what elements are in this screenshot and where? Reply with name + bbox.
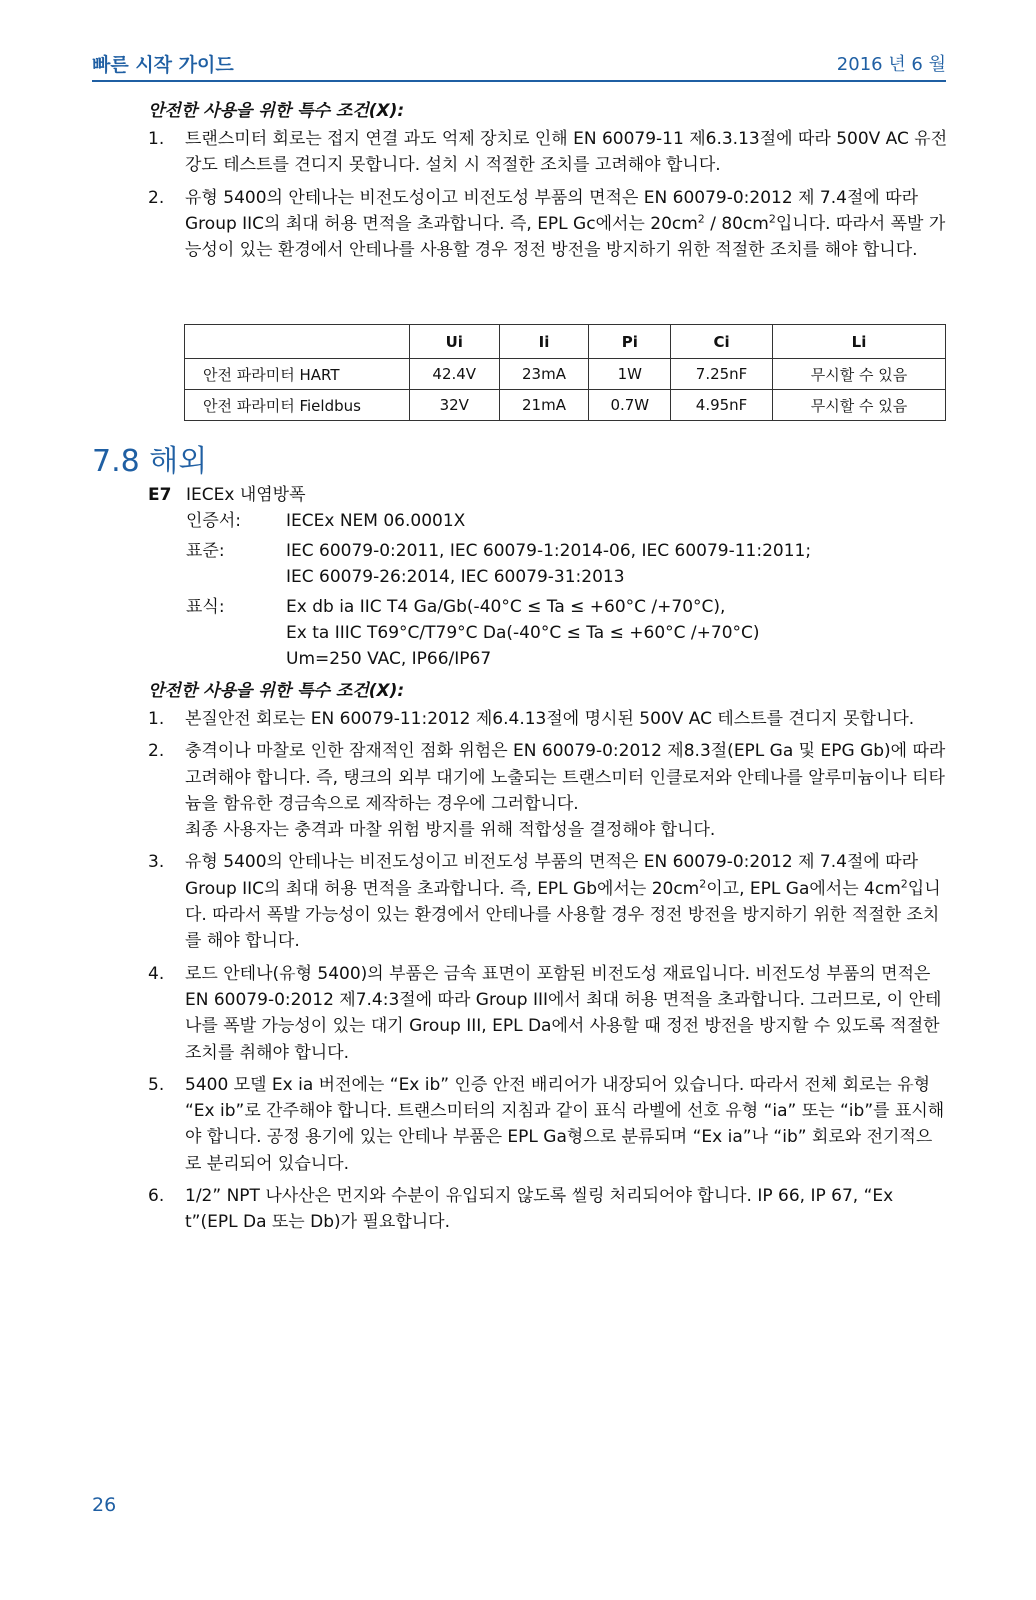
special-conditions-2 — [148, 678, 948, 1242]
table-header-cell: Pi — [589, 325, 671, 359]
table-header-row — [185, 325, 946, 359]
header-date: 2016 년 6 월 — [836, 54, 946, 75]
table-cell: 안전 파라미터 Fieldbus — [185, 390, 410, 421]
table-cell: 0.7W — [589, 390, 671, 421]
table-cell: 1W — [589, 359, 671, 390]
table-cell: 7.25nF — [671, 359, 773, 390]
certification-details — [186, 508, 811, 676]
table-header-cell: Ii — [499, 325, 589, 359]
table-header-cell: Li — [773, 325, 946, 359]
header-guide-title: 빠른 시작 가이드 — [92, 54, 234, 76]
table-cell: 23mA — [499, 359, 589, 390]
safety-parameter-table — [184, 324, 946, 421]
table-cell: 무시할 수 있음 — [773, 359, 946, 390]
list-item: 3. 유형 5400의 안테나는 비전도성이고 비전도성 부품의 면적은 EN 60079-0:2012 제 7.4절에 따라 Group IIC의 최대 허용 면적을 초과합니다. 즉, EPL Gb에서는 $20cm^2$이고, EPL Ga에서는 $4cm^2$입니다. 따라서 폭발 가능성이 있는 환경에서 안테나를 사용할 경우 정전 방전을 방지하기 위한 적절한 조치를 해야 합니다. — [148, 852, 941, 952]
list-item: 2. 충격이나 마찰로 인한 잠재적인 점화 위험은 EN 60079-0:2012 제8.3절(EPL Ga 및 EPG Gb)에 따라 고려해야 합니다. 즉, 탱크의 외부 대기에 노출되는 트랜스미터 인클로저와 안테나를 알루미늄이나 티타늄을 함유한 경금속으로 제작하는 경우에 그러합니다. 최종 사용자는 충격과 마찰 위험 방지를 위해 적합성을 결정해야 합니다. — [148, 741, 946, 841]
list-item: 1. 본질안전 회로는 EN 60079-11:2012 제6.4.13절에 명시된 500V AC 테스트를 견디지 못합니다. — [148, 709, 915, 729]
table-cell: 4.95nF — [671, 390, 773, 421]
list-item: 1. 트랜스미터 회로는 접지 연결 과도 억제 장치로 인해 EN 60079-11 제6.3.13절에 따라 500V AC 유전 강도 테스트를 견디지 못합니다. 설치 시 적절한 조치를 고려해야 합니다. — [148, 129, 948, 176]
list-item: 4. 로드 안테나(유형 5400)의 부품은 금속 표면이 포함된 비전도성 재료입니다. 비전도성 부품의 면적은 EN 60079-0:2012 제7.4:3절에 따라 Group III에서 최대 허용 면적을 초과합니다. 그러므로, 이 안테나를 폭발 가능성이 있는 대기 Group III, EPL Da에서 사용할 때 정전 방전을 방지할 수 있도록 적절한 조치를 취해야 합니다. — [148, 963, 942, 1063]
table-cell: 무시할 수 있음 — [773, 390, 946, 421]
table-header-cell: Ui — [410, 325, 500, 359]
table-cell: 안전 파라미터 HART — [185, 359, 410, 390]
page-header — [92, 46, 946, 82]
certificate-row: 인증서: IECEx NEM 06.0001X — [186, 511, 466, 531]
section-title: 7.8 해외 — [92, 444, 208, 479]
markings-row: 표식: Ex db ia IIC T4 Ga/Gb(-40°C ≤ Ta ≤ +60°C /+70°C), Ex ta IIIC T69°C/T79°C Da(-40°C ≤ Ta ≤ +60°C /+70°C) Um=250 VAC, IP66/IP67 — [186, 597, 760, 669]
standards-row: 표준: IEC 60079-0:2011, IEC 60079-1:2014-06, IEC 60079-11:2011; IEC 60079-26:2014, IEC 60079-31:2013 — [186, 541, 812, 587]
table-cell: 32V — [410, 390, 500, 421]
list-item: 5. 5400 모델 Ex ia 버전에는 “Ex ib” 인증 안전 배리어가 내장되어 있습니다. 따라서 전체 회로는 유형 “Ex ib”로 간주해야 합니다. 트랜스미터의 지침과 같이 표식 라벨에 선호 유형 “ia” 또는 “ib”를 표시해야 합니다. 공정 용기에 있는 안테나 부품은 EPL Ga형으로 분류되며 “Ex ia”나 “ib” 회로와 전기적으로 분리되어 있습니다. — [148, 1074, 945, 1174]
table-header-cell — [185, 325, 410, 359]
table-header-cell: Ci — [671, 325, 773, 359]
special-conditions-1 — [148, 98, 948, 269]
page-number: 26 — [92, 1494, 117, 1516]
certification-code: E7 — [148, 485, 172, 505]
list-item: 6. 1/2” NPT 나사산은 먼지와 수분이 유입되지 않도록 씰링 처리되어야 합니다. IP 66, IP 67, “Ex t”(EPL Da 또는 Db)가 필요합니다. — [148, 1186, 894, 1233]
certification-title: IECEx 내염방폭 — [186, 485, 306, 505]
list-item: 2. 유형 5400의 안테나는 비전도성이고 비전도성 부품의 면적은 EN 60079-0:2012 제 7.4절에 따라 Group IIC의 최대 허용 면적을 초과합니다. 즉, EPL Gc에서는 $20cm^2 / 80cm^2$입니다. 따라서 폭발 가능성이 있는 환경에서 안테나를 사용할 경우 정전 방전을 방지하기 위한 적절한 조치를 해야 합니다. — [148, 187, 946, 261]
table-row — [185, 359, 946, 390]
table-row — [185, 390, 946, 421]
certification-heading — [148, 480, 306, 505]
table-cell: 21mA — [499, 390, 589, 421]
special-conditions-heading: 안전한 사용을 위한 특수 조건(X): — [148, 681, 405, 701]
special-conditions-heading: 안전한 사용을 위한 특수 조건(X): — [148, 101, 405, 121]
table-cell: 42.4V — [410, 359, 500, 390]
